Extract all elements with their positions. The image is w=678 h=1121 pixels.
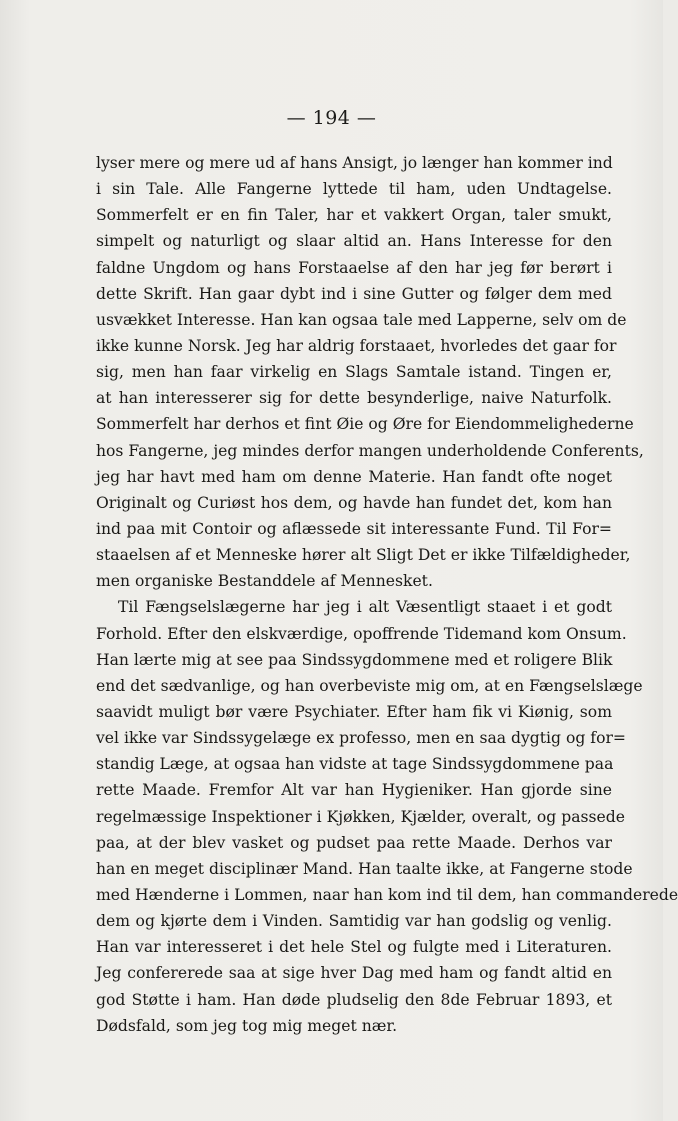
text-line: han en meget disciplinær Mand. Han taalte ikke, at Fangerne stode (96, 859, 633, 878)
text-line: Forhold. Efter den elskværdige, opoffrende Tidemand kom Onsum. (96, 624, 627, 643)
text-line: ind paa mit Contoir og aflæssede sit interessante Fund. Til For= (96, 519, 612, 538)
text-line: Dødsfald, som jeg tog mig meget nær. (96, 1016, 398, 1035)
paragraph (96, 150, 644, 594)
text-line: Jeg confererede saa at sige hver Dag med ham og fandt altid en (96, 964, 612, 983)
paragraph (96, 594, 678, 1038)
text-line: end det sædvanlige, og han overbeviste mig om, at en Fængselslæge (96, 676, 643, 695)
text-line: hos Fangerne, jeg mindes derfor mangen underholdende Conferents, (96, 441, 644, 460)
text-line: dem og kjørte dem i Vinden. Samtidig var han godslig og venlig. (96, 912, 612, 931)
text-line: men organiske Bestanddele af Mennesket. (96, 572, 433, 591)
text-line: god Støtte i ham. Han døde pludselig den 8de Februar 1893, et (96, 990, 612, 1009)
text-line: dette Skrift. Han gaar dybt ind i sine Gutter og følger dem med (96, 284, 612, 303)
text-line: staaelsen af et Menneske hører alt Sligt Det er ikke Tilfældigheder, (96, 546, 631, 565)
text-line: lyser mere og mere ud af hans Ansigt, jo længer han kommer ind (96, 154, 613, 172)
body-text (96, 150, 678, 1039)
text-line: regelmæssige Inspektioner i Kjøkken, Kjælder, overalt, og passede (96, 807, 625, 826)
text-line: ikke kunne Norsk. Jeg har aldrig forstaaet, hvorledes det gaar for (96, 336, 617, 355)
text-line: vel ikke var Sindssygelæge ex professo, men en saa dygtig og for= (96, 729, 626, 748)
text-line: Til Fængselslægerne har jeg i alt Væsentligt staaet i et godt (118, 598, 612, 617)
text-line: simpelt og naturligt og slaar altid an. Hans Interesse for den (96, 232, 612, 251)
text-line: Originalt og Curiøst hos dem, og havde han fundet det, kom han (96, 493, 612, 512)
text-line: i sin Tale. Alle Fangerne lyttede til ham, uden Undtagelse. (96, 180, 612, 199)
text-line: saavidt muligt bør være Psychiater. Efter ham fik vi Kiønig, som (96, 702, 612, 721)
text-line: paa, at der blev vasket og pudset paa rette Maade. Derhos var (96, 833, 612, 852)
text-line: at han interesserer sig for dette besynderlige, naive Naturfolk. (96, 389, 612, 408)
text-line: usvækket Interesse. Han kan ogsaa tale med Lapperne, selv om de (96, 310, 627, 329)
text-line: faldne Ungdom og hans Forstaaelse af den har jeg før berørt i (96, 258, 612, 277)
text-line: rette Maade. Fremfor Alt var han Hygieniker. Han gjorde sine (96, 781, 612, 800)
text-line: sig, men han faar virkelig en Slags Samtale istand. Tingen er, (96, 363, 612, 382)
text-line: Sommerfelt er en fin Taler, har et vakkert Organ, taler smukt, (96, 206, 612, 225)
text-line: Sommerfelt har derhos et fint Øie og Øre for Eiendommelighederne (96, 415, 634, 434)
text-line: Han var interesseret i det hele Stel og fulgte med i Literaturen. (96, 938, 612, 957)
text-line: med Hænderne i Lommen, naar han kom ind til dem, han commanderede (96, 885, 678, 904)
text-line: jeg har havt med ham om denne Materie. Han fandt ofte noget (96, 467, 612, 486)
text-line: Han lærte mig at see paa Sindssygdommene med et roligere Blik (96, 650, 613, 669)
text-line: standig Læge, at ogsaa han vidste at tage Sindssygdommene paa (96, 755, 614, 774)
page-number: — 194 — (286, 107, 377, 129)
